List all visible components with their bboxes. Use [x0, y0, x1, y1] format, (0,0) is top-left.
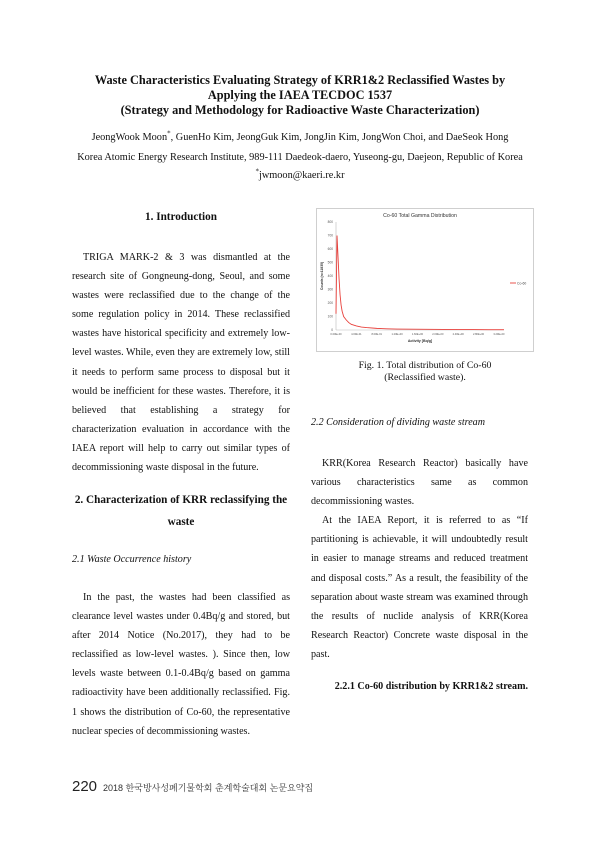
- x-tick-label: 3.20E+00: [493, 333, 505, 336]
- subsection-2-2-1-heading: 2.2.1 Co-60 distribution by KRR1&2 stream.: [334, 681, 528, 692]
- corresponding-mark: *: [167, 129, 171, 138]
- x-tick-label: 4.00E-01: [351, 333, 362, 336]
- subsection-2-2-paragraph-1: KRR(Korea Research Reactor) basically have various characteristics same as common decommissioning wastes.: [311, 458, 528, 508]
- email-mark: *: [255, 167, 259, 176]
- intro-paragraph: TRIGA MARK-2 & 3 was dismantled at the research site of Gongneung-dong, Seoul, and some wastes were reclassified due to the change of the some regulation policy in 2014. These reclassified wastes have historical specificity and extremely low-level wastes. While, even they are extremely low, still it needs to perform same process to disposal but it would be inefficient for these wastes. Therefore, it is believed that establishing a strategy for characterization evaluation in accordance with the IAEA report will help to carry out similar types of decommissioning waste disposal in the future.: [72, 252, 290, 474]
- x-tick-label: 8.00E-01: [371, 333, 382, 336]
- subsection-2-1-block: [72, 588, 290, 741]
- section-2-heading-line-1: 2. Characterization of KRR reclassifying the: [74, 494, 288, 506]
- page-footer: [72, 778, 313, 795]
- section-2-block: [72, 489, 290, 533]
- subsection-2-2-paragraph-2: At the IAEA Report, it is referred to as “If partitioning is achievable, it will undoubtedly result in easier to manage streams and reduced treatment and disposal costs.” As a result, the feasibility of the separation about waste stream was examined through the results of nuclide analysis of KRR(Korea Research Reactor) Concrete waste disposal in the past.: [311, 515, 528, 660]
- subsection-2-1-heading: 2.1 Waste Occurrence history: [72, 554, 192, 565]
- y-tick-label: 300: [327, 287, 333, 292]
- section-1-heading: 1. Introduction: [145, 211, 217, 223]
- subsection-2-1-paragraph: In the past, the wastes had been classified as clearance level wastes under 0.4Bq/g and stored, but after 2014 Notice (No.2017), they had to be reclassified as low-level wastes. ). Since then, low levels waste between 0.1-0.4Bq/g based on gamma radioactivity have been additionally reclassified. Fig. 1 shows the distribution of Co-60, the representative nuclear species of decommissioning wastes.: [72, 592, 290, 737]
- x-tick-label: 1.20E+00: [391, 333, 403, 336]
- subsection-2-2-heading: 2.2 Consideration of dividing waste stream: [311, 417, 486, 428]
- x-tick-label: 1.60E+00: [411, 333, 424, 336]
- other-authors: , GuenHo Kim, JeongGuk Kim, JongJin Kim, JongWon Choi, and DaeSeok Hong: [170, 132, 509, 143]
- y-tick-label: 500: [327, 260, 333, 265]
- y-tick-label: 700: [327, 233, 333, 238]
- x-tick-label: 2.40E+00: [452, 333, 464, 336]
- caption-line-1: Fig. 1. Total distribution of Co-60: [358, 360, 492, 371]
- y-axis-label: Counts (n=11835): [320, 261, 324, 291]
- title-line-2: Applying the IAEA TECDOC 1537: [207, 88, 393, 102]
- y-tick-label: 600: [327, 247, 333, 252]
- y-tick-label: 100: [327, 314, 333, 319]
- y-tick-label: 400: [327, 274, 333, 279]
- y-tick-label: 200: [327, 301, 333, 306]
- section-2-heading-line-2: waste: [167, 516, 195, 528]
- left-column: [72, 206, 290, 229]
- title-line-3: (Strategy and Methodology for Radioactive Waste Characterization): [120, 103, 480, 117]
- legend-label: Co-60: [517, 281, 527, 286]
- email: [0, 169, 600, 183]
- x-tick-label: 0.00E+00: [330, 333, 342, 336]
- author-list: [0, 131, 600, 145]
- x-tick-label: 2.80E+00: [472, 333, 485, 336]
- x-tick-label: 2.00E+00: [432, 333, 444, 336]
- chart-title: Co-60 Total Gamma Distribution: [383, 213, 457, 219]
- intro-block: [72, 248, 290, 477]
- affiliation: Korea Atomic Energy Research Institute, 989-111 Daedeok-daero, Yuseong-gu, Daejeon, Republic of Korea: [77, 152, 523, 163]
- first-author: JeongWook Moon: [91, 132, 168, 143]
- y-tick-label: 0: [331, 328, 333, 333]
- paper-title: [0, 73, 600, 118]
- email-address: jwmoon@kaeri.re.kr: [258, 170, 345, 181]
- title-line-1: Waste Characteristics Evaluating Strategy of KRR1&2 Reclassified Wastes by: [94, 73, 506, 87]
- page-number: 220: [72, 778, 98, 795]
- figure-1-caption: [311, 360, 539, 384]
- subsection-2-2-block: [311, 454, 528, 664]
- section-2-heading: [72, 489, 290, 533]
- co60-distribution-chart: [316, 208, 534, 352]
- y-tick-label: 800: [327, 220, 333, 225]
- caption-line-2: (Reclassified waste).: [384, 372, 466, 383]
- figure-1: [316, 208, 534, 352]
- proceedings-title: 2018 한국방사성폐기물학회 춘계학술대회 논문요약집: [103, 783, 314, 793]
- x-axis-label: Activity [Bq/g]: [407, 339, 433, 343]
